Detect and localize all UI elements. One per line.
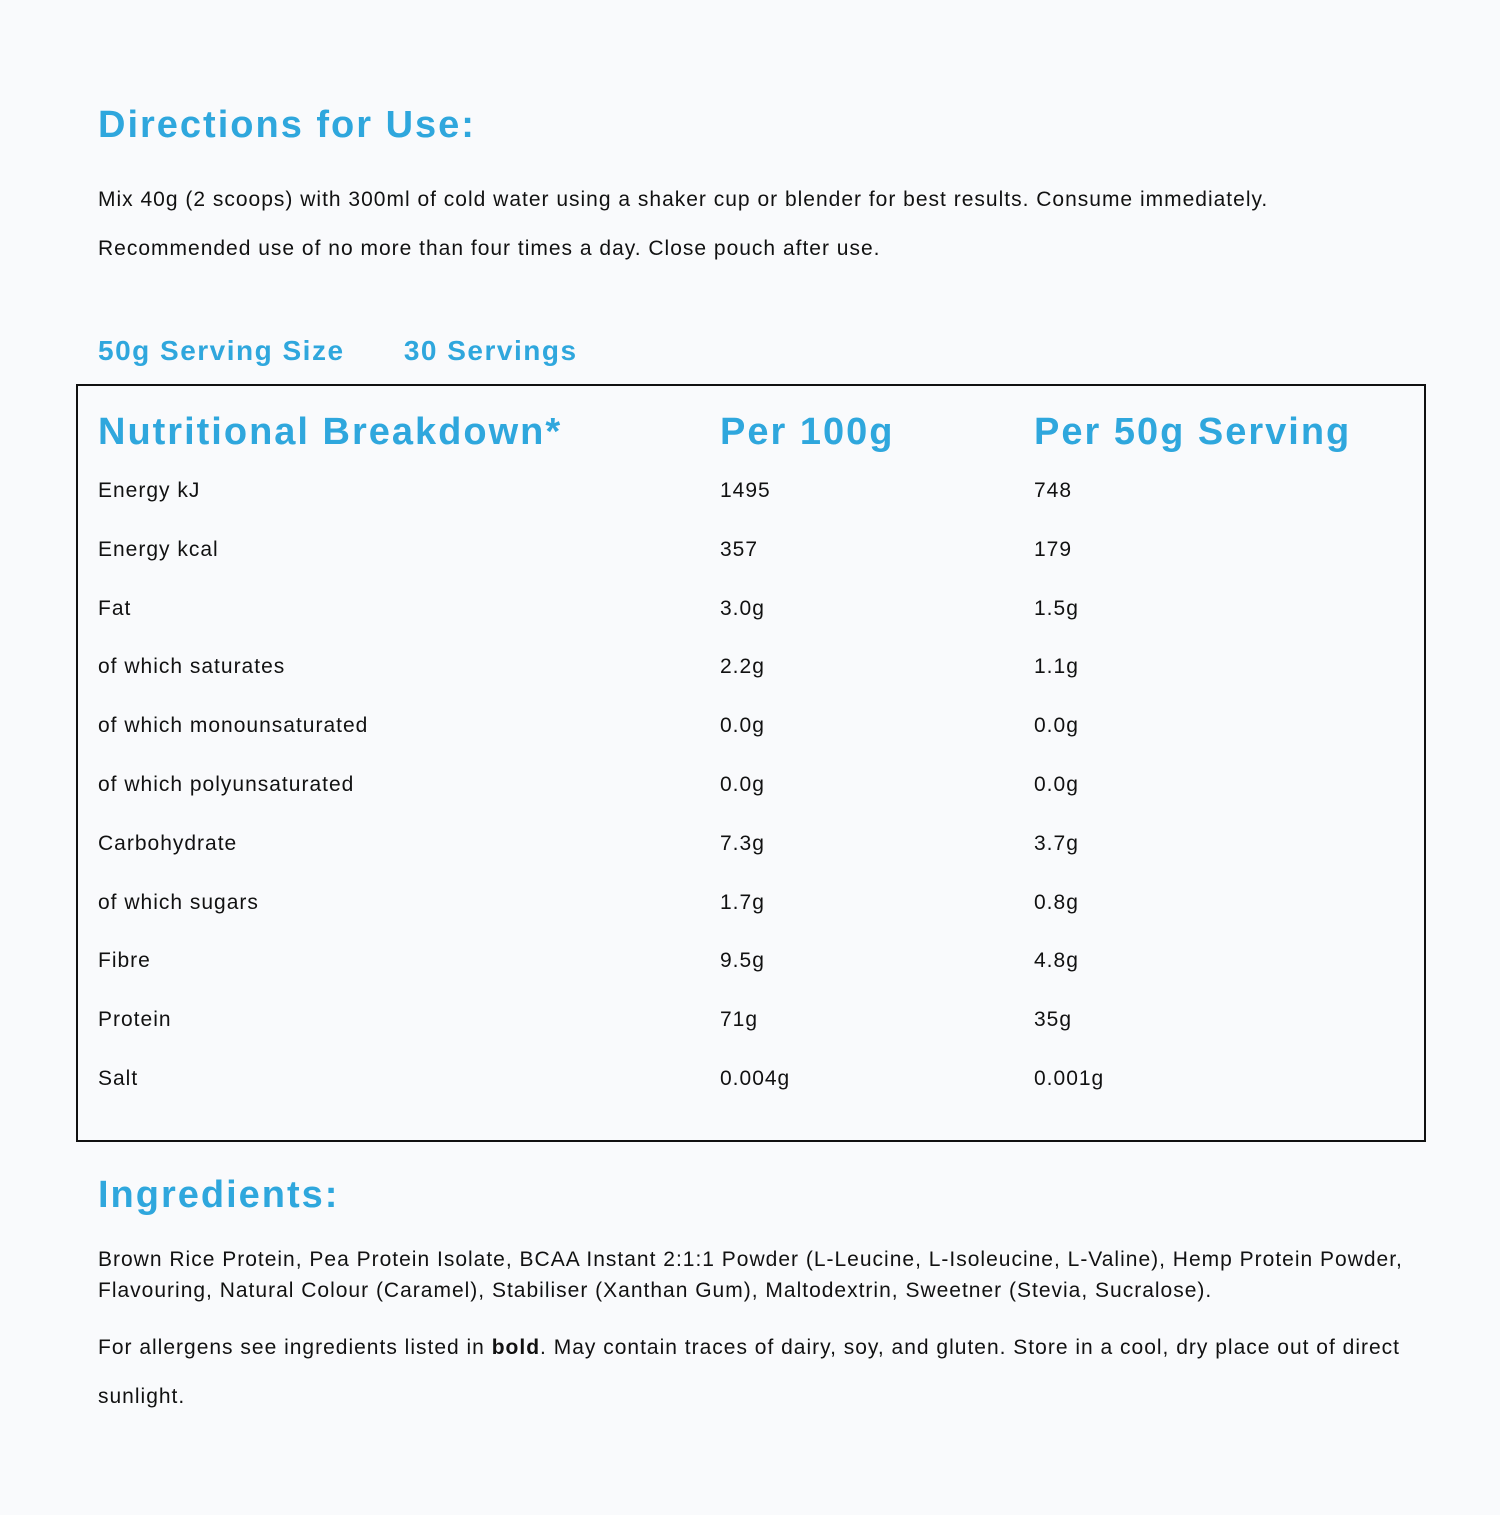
- directions-text: [98, 175, 1428, 273]
- ingredients-title: Ingredients:: [98, 1174, 340, 1216]
- nutrient-per-100g: 1.7g: [720, 890, 765, 914]
- nutrient-per-serving: 748: [1034, 479, 1073, 502]
- nutrient-per-100g: 1495: [720, 479, 771, 502]
- directions-line-1: Mix 40g (2 scoops) with 300ml of cold water using a shaker cup or blender for best results. Consume immediately.: [98, 188, 1269, 211]
- table-row: [78, 591, 1424, 650]
- nutrition-rows: [78, 473, 1424, 1120]
- directions-line-2: Recommended use of no more than four times a day. Close pouch after use.: [98, 237, 881, 260]
- allergen-note-end: . May contain traces of dairy, soy, and gluten. Store in a cool, dry place out of direct sunlight.: [98, 1336, 1400, 1408]
- table-row: [78, 943, 1424, 1002]
- nutrient-label: Salt: [98, 1066, 139, 1090]
- table-row: [78, 767, 1424, 826]
- table-row: [78, 532, 1424, 591]
- allergen-bold-word: bold: [491, 1336, 541, 1359]
- nutrient-per-100g: 0.0g: [720, 714, 765, 738]
- nutrient-label: Energy kcal: [98, 537, 219, 561]
- nutrient-label: Carbohydrate: [98, 831, 238, 855]
- table-row: [78, 1061, 1424, 1120]
- nutrient-per-100g: 3.0g: [720, 596, 765, 620]
- nutrient-label: Energy kJ: [98, 479, 201, 502]
- nutrient-per-100g: 71g: [720, 1008, 759, 1032]
- header-nutritional-breakdown: Nutritional Breakdown*: [98, 411, 563, 453]
- nutrient-per-100g: 9.5g: [720, 949, 765, 973]
- nutrient-label: of which sugars: [98, 890, 259, 914]
- nutrient-label: Fat: [98, 596, 132, 620]
- nutrient-per-serving: 0.0g: [1034, 772, 1079, 796]
- nutrient-per-100g: 2.2g: [720, 655, 765, 679]
- table-row: [78, 649, 1424, 708]
- nutrient-per-serving: 179: [1034, 537, 1073, 561]
- table-row: [78, 885, 1424, 944]
- ingredients-list: Brown Rice Protein, Pea Protein Isolate, BCAA Instant 2:1:1 Powder (L-Leucine, L-Isoleucine, L-Valine), Hemp Protein Powder, Flavouring, Natural Colour (Caramel), Stabiliser (Xanthan Gum), Maltodextrin, Sweetner (Stevia, Sucralose).: [98, 1248, 1403, 1302]
- nutrient-label: of which saturates: [98, 655, 286, 679]
- nutrient-label: of which polyunsaturated: [98, 772, 355, 796]
- directions-title: Directions for Use:: [98, 104, 476, 146]
- nutrient-per-serving: 0.8g: [1034, 890, 1079, 914]
- nutrition-table-header: [78, 408, 1424, 456]
- ingredients-text: [98, 1244, 1428, 1421]
- table-row: [78, 708, 1424, 767]
- serving-size: 50g Serving Size: [98, 335, 345, 366]
- header-per-100g: Per 100g: [720, 411, 895, 453]
- header-per-serving: Per 50g Serving: [1034, 411, 1352, 453]
- nutrient-per-serving: 0.001g: [1034, 1066, 1105, 1090]
- nutrient-per-serving: 35g: [1034, 1008, 1073, 1032]
- nutrient-per-serving: 1.1g: [1034, 655, 1079, 679]
- nutrient-per-serving: 1.5g: [1034, 596, 1079, 620]
- allergen-note: [98, 1323, 1428, 1421]
- nutrient-label: Protein: [98, 1008, 172, 1032]
- serving-count: 30 Servings: [403, 335, 578, 366]
- nutrient-label: of which monounsaturated: [98, 714, 369, 738]
- table-row: [78, 473, 1424, 532]
- nutrient-per-100g: 7.3g: [720, 831, 765, 855]
- nutrient-per-serving: 4.8g: [1034, 949, 1079, 973]
- nutrient-label: Fibre: [98, 949, 151, 973]
- nutrient-per-100g: 357: [720, 537, 759, 561]
- nutrition-table: [76, 384, 1426, 1142]
- table-row: [78, 1002, 1424, 1061]
- nutrient-per-100g: 0.004g: [720, 1066, 791, 1090]
- nutrient-per-serving: 3.7g: [1034, 831, 1079, 855]
- nutrient-per-100g: 0.0g: [720, 772, 765, 796]
- table-row: [78, 826, 1424, 885]
- serving-info: [98, 333, 578, 369]
- allergen-note-start: For allergens see ingredients listed in: [98, 1336, 492, 1359]
- nutrient-per-serving: 0.0g: [1034, 714, 1079, 738]
